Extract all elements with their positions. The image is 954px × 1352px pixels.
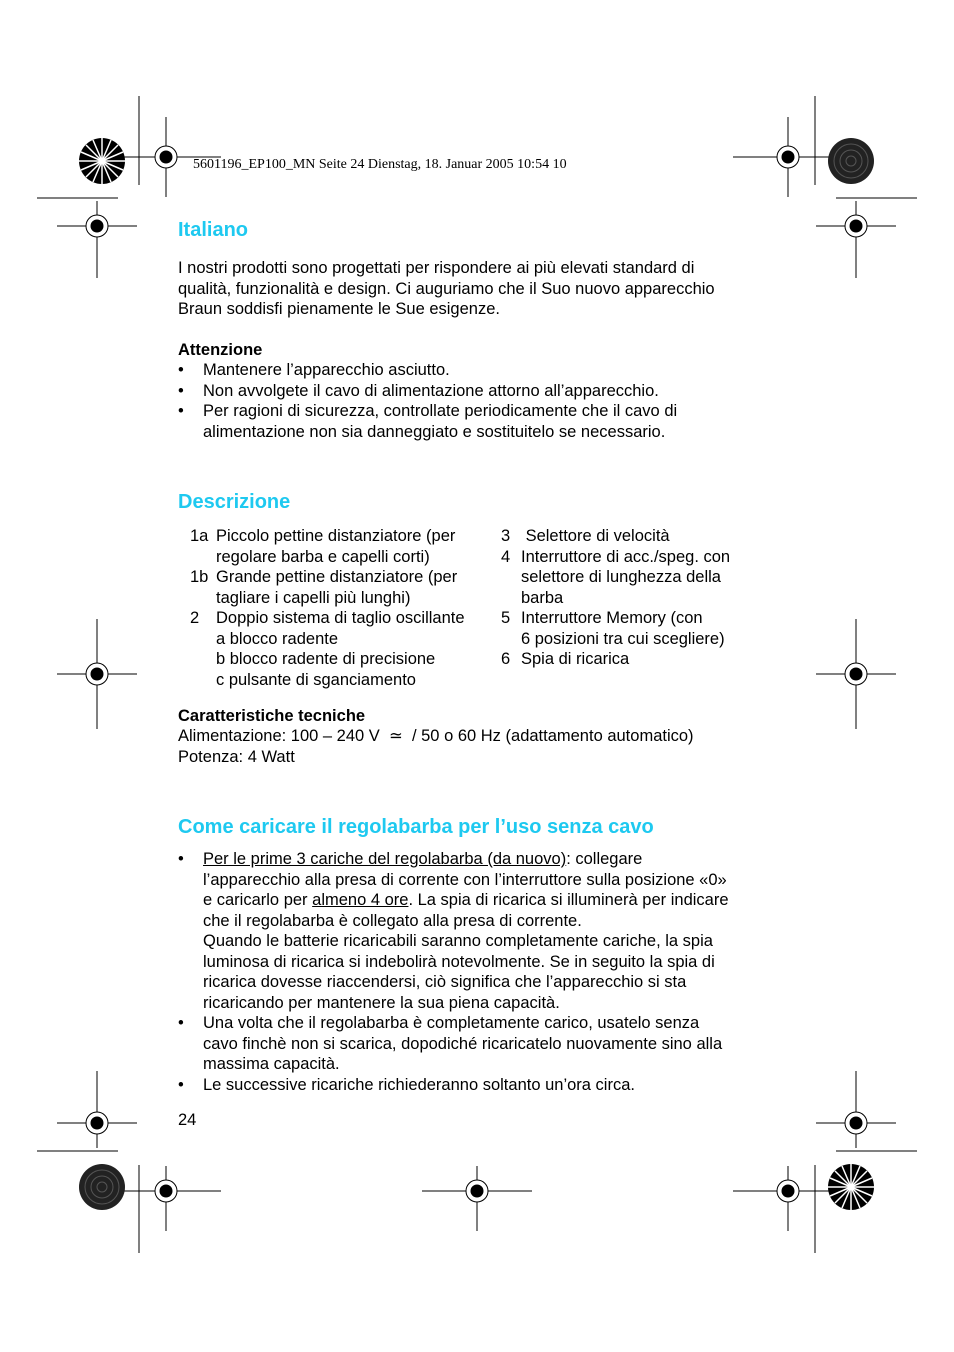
underlined-text: Per le prime 3 cariche del regolabarba (da nuovo): [203, 850, 567, 868]
item-text: Spia di ricarica: [521, 650, 630, 668]
item-text: Piccolo pettine distanziatore (per: [216, 527, 456, 545]
item-text: regolare barba e capelli corti): [216, 547, 430, 566]
item-number: 4: [501, 547, 511, 566]
attention-list: [178, 360, 677, 442]
item-number: [190, 547, 216, 568]
list-item-line: • Le successive ricariche richiederanno soltanto un’ora circa.: [203, 1075, 635, 1094]
text: e caricarlo per: [203, 891, 313, 909]
list-item-line: cavo finchè non si scarica, dopodiché ricaricatelo nuovamente sino alla: [203, 1034, 723, 1053]
underlined-text: almeno 4 ore: [312, 891, 409, 909]
tech-spec-power: Potenza: 4 Watt: [178, 748, 295, 766]
description-row: [190, 629, 465, 650]
item-text: Doppio sistema di taglio oscillante: [216, 609, 465, 627]
item-number: 1b: [190, 568, 209, 586]
dark-disc-bottom-left: [79, 1164, 125, 1210]
description-left-column: [190, 526, 465, 690]
section-title-italiano: Italiano: [178, 219, 249, 241]
item-number: 2: [190, 609, 200, 627]
starburst-bottom-right: [828, 1164, 874, 1210]
list-item-line: l’apparecchio alla presa di corrente con l’interruttore sulla posizione «0»: [203, 870, 727, 889]
text: : collegare: [566, 850, 643, 868]
list-item-line: • Una volta che il regolabarba è completamente carico, usatelo senza: [203, 1014, 700, 1032]
section-title-charging: Come caricare il regolabarba per l’uso senza cavo: [178, 816, 654, 838]
item-number: [190, 670, 216, 691]
item-text: barba: [521, 588, 564, 607]
description-row: [190, 608, 465, 629]
list-item-line: alimentazione non sia danneggiato e sostituitelo se necessario.: [203, 422, 666, 441]
intro-line: qualità, funzionalità e design. Ci auguriamo che il Suo nuovo apparecchio: [178, 279, 715, 298]
item-number: [190, 588, 216, 609]
starburst-top-left: [79, 138, 125, 184]
item-text: b blocco radente di precisione: [216, 650, 436, 668]
item-text: Interruttore di acc./speg. con: [521, 547, 731, 566]
list-item-line: • Per ragioni di sicurezza, controllate periodicamente che il cavo di: [203, 402, 678, 420]
list-item-line: [203, 890, 729, 911]
description-row: [501, 526, 730, 547]
list-item-line: ricarica dovesse riaccendersi, ciò significa che l’apparecchio si sta: [203, 973, 687, 991]
description-row: [501, 649, 730, 670]
description-row: [190, 547, 465, 568]
intro-line: I nostri prodotti sono progettati per rispondere ai più elevati standard di: [178, 259, 695, 277]
section-title-descrizione: Descrizione: [178, 491, 291, 513]
description-row: [190, 588, 465, 609]
item-number: [190, 649, 216, 670]
item-number: 3: [501, 527, 511, 545]
list-item: • Non avvolgete il cavo di alimentazione attorno all’apparecchio.: [178, 381, 677, 402]
description-row: [501, 629, 730, 650]
item-number: 5: [501, 609, 511, 627]
text: . La spia di ricarica si illuminerà per indicare: [408, 891, 729, 909]
list-item: • Mantenere l’apparecchio asciutto.: [178, 360, 677, 381]
description-row: [501, 547, 730, 568]
item-text: selettore di lunghezza della: [521, 568, 721, 586]
item-number: [190, 629, 216, 650]
item-number: [501, 567, 521, 588]
description-row: [501, 567, 730, 588]
item-text: a blocco radente: [216, 629, 339, 648]
list-item-line: Quando le batterie ricaricabili saranno completamente cariche, la spia: [203, 932, 713, 950]
tech-specs-title: Caratteristiche tecniche: [178, 707, 366, 725]
attention-title: Attenzione: [178, 341, 263, 359]
description-row: [190, 567, 465, 588]
list-item: [178, 1075, 729, 1096]
list-item: [178, 849, 729, 1013]
item-text: Selettore di velocità: [521, 527, 670, 545]
item-text: 6 posizioni tra cui scegliere): [521, 629, 725, 648]
dark-disc-top-right: [828, 138, 874, 184]
item-number: 6: [501, 650, 511, 668]
list-item-line: [203, 849, 729, 870]
list-item-line: ricaricando per mantenere la sua piena capacità.: [203, 993, 560, 1012]
list-item-line: massima capacità.: [203, 1055, 340, 1073]
print-header-line: 5601196_EP100_MN Seite 24 Dienstag, 18. Januar 2005 10:54 10: [193, 157, 567, 172]
intro-paragraph: [178, 258, 715, 320]
intro-line: Braun soddisfi pienamente le Sue esigenze.: [178, 300, 500, 318]
description-row: [190, 649, 465, 670]
item-number: [501, 629, 521, 650]
description-row: [190, 526, 465, 547]
list-item-line: che il regolabarba è collegato alla presa di corrente.: [203, 911, 582, 930]
charging-list: [178, 849, 729, 1095]
item-text: Interruttore Memory (con: [521, 609, 703, 627]
item-text: Grande pettine distanziatore (per: [216, 568, 458, 586]
list-item-line: luminosa di ricarica si indebolirà notevolmente. Se in seguito la spia di: [203, 952, 715, 971]
item-number: [501, 588, 521, 609]
description-row: [190, 670, 465, 691]
description-row: [501, 588, 730, 609]
description-right-column: [501, 526, 730, 670]
page-number: 24: [178, 1111, 197, 1129]
item-number: 1a: [190, 527, 209, 545]
description-row: [501, 608, 730, 629]
list-item: [178, 401, 677, 442]
item-text: c pulsante di sganciamento: [216, 670, 416, 689]
list-item: [178, 1013, 729, 1075]
tech-spec-power-supply: Alimentazione: 100 – 240 V ≃ / 50 o 60 Hz (adattamento automatico): [178, 727, 694, 745]
item-text: tagliare i capelli più lunghi): [216, 588, 411, 607]
